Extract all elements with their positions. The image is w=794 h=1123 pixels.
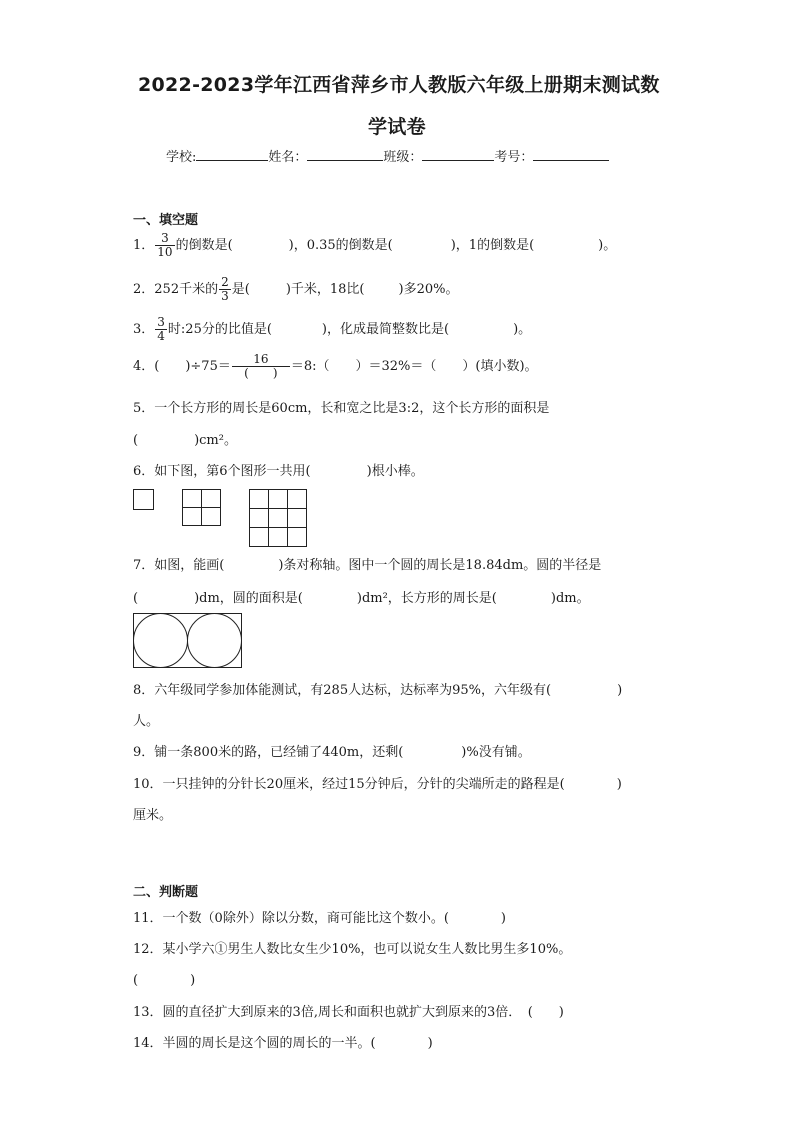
- question-7-line1: 7．如图，能画( )条对称轴。图中一个圆的周长是18.84dm。圆的半径是: [133, 558, 602, 573]
- question-8-line1: 8．六年级同学参加体能测试，有285人达标，达标率为95%，六年级有( ): [133, 683, 623, 698]
- question-10-line2: 厘米。: [133, 808, 173, 823]
- number-field[interactable]: [533, 148, 609, 161]
- name-field[interactable]: [307, 148, 383, 161]
- q1-text-c: )，1的倒数是(: [450, 238, 535, 253]
- page-title-line1: 2022-2023学年江西省萍乡市人教版六年级上册期末测试数: [138, 74, 660, 96]
- school-field[interactable]: [196, 148, 268, 161]
- grid-3x3: [250, 490, 307, 547]
- q3-text-a: 时:25分的比值是(: [167, 322, 272, 337]
- q1-number: 1．: [133, 238, 155, 253]
- question-9: 9．铺一条800米的路，已经铺了440m，还剩( )%没有铺。: [133, 745, 531, 760]
- question-2: [133, 276, 458, 303]
- class-label: 班级：: [383, 150, 423, 165]
- q4-fraction: $\frac{16}{( )}$: [232, 353, 290, 380]
- question-3: [133, 316, 531, 343]
- question-6: 6．如下图，第6个图形一共用( )根小棒。: [133, 464, 424, 479]
- q1-text-a: 的倒数是(: [175, 238, 233, 253]
- q4-text-b: ＝8:（ ）＝32%＝（ ）(填小数)。: [290, 359, 538, 374]
- name-label: 姓名：: [268, 150, 308, 165]
- left-circle: [134, 614, 188, 668]
- number-label: 考号：: [494, 150, 534, 165]
- school-label: 学校:: [166, 150, 197, 165]
- question-5-line1: 5．一个长方形的周长是60cm，长和宽之比是3:2，这个长方形的面积是: [133, 401, 550, 416]
- question-1: [133, 232, 616, 259]
- q3-number: 3．: [133, 322, 155, 337]
- q2-fraction: $\frac{2}{3}$: [221, 275, 229, 303]
- q1-fraction: $\frac{3}{10}$: [157, 231, 173, 259]
- class-field[interactable]: [422, 148, 494, 161]
- q3-text-b: )，化成最简整数比是(: [321, 322, 450, 337]
- section-fill-blank-heading: 一、填空题: [133, 213, 199, 228]
- question-11: 11．一个数（0除外）除以分数，商可能比这个数小。( ): [133, 911, 506, 926]
- grid-2x2: [183, 490, 221, 526]
- q2-text-a: 2．252千米的: [133, 282, 219, 297]
- question-4: [133, 353, 538, 380]
- question-14: 14．半圆的周长是这个圆的周长的一半。( ): [133, 1036, 433, 1051]
- q3-fraction: $\frac{3}{4}$: [157, 315, 165, 343]
- section-true-false-heading: 二、判断题: [133, 885, 199, 900]
- question-13: 13．圆的直径扩大到原来的3倍,周长和面积也就扩大到原来的3倍． ( ): [133, 1005, 564, 1020]
- q3-text-c: )。: [513, 322, 532, 337]
- two-circles-in-rectangle-figure: [133, 613, 245, 671]
- question-8-line2: 人。: [133, 714, 160, 729]
- question-12-line2: ( ): [133, 973, 196, 988]
- q4-text-a: 4．( )÷75＝: [133, 359, 231, 374]
- q2-text-b: 是(: [231, 282, 250, 297]
- question-10-line1: 10．一只挂钟的分针长20厘米，经过15分钟后，分针的尖端所走的路程是( ): [133, 777, 622, 792]
- grid-1x1: [134, 490, 154, 510]
- question-7-line2: ( )dm，圆的面积是( )dm²，长方形的周长是( )dm。: [133, 591, 590, 606]
- q1-text-b: )，0.35的倒数是(: [288, 238, 393, 253]
- q2-text-c: )千米，18比(: [285, 282, 365, 297]
- stick-grid-figures: [133, 487, 313, 551]
- question-5-line2: ( )cm²。: [133, 433, 237, 448]
- right-circle: [188, 614, 242, 668]
- q2-text-d: )多20%。: [398, 282, 459, 297]
- student-info-line: [166, 146, 609, 165]
- q1-text-d: )。: [598, 238, 617, 253]
- question-12-line1: 12．某小学六①男生人数比女生少10%，也可以说女生人数比男生多10%。: [133, 942, 572, 957]
- page-title-line2: 学试卷: [368, 116, 426, 138]
